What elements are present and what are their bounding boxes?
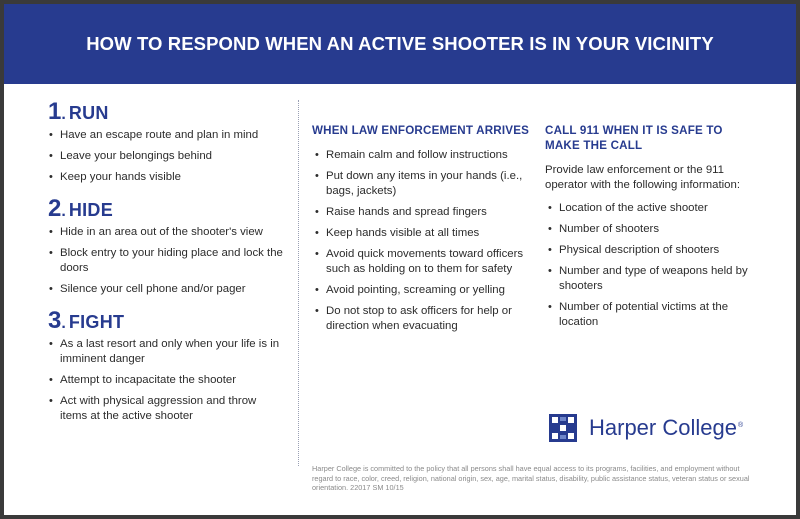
harper-college-logo: [549, 414, 743, 442]
list-item: • Avoid pointing, screaming or yelling: [312, 283, 532, 298]
run-list: [46, 128, 286, 185]
column-divider: [298, 100, 299, 466]
call-911-list: [545, 201, 755, 330]
equal-access-statement: Harper College is committed to the policy that all persons shall have equal access to its programs, facilities, and employment without regard to race, color, creed, religion, national origin, sex, age, marital status, disability, public assistance status, veteran status or sexual orientation. 22017 SM 10/15: [312, 464, 750, 492]
step-title: FIGHT: [68, 312, 125, 332]
list-item: • Number and type of weapons held by shooters: [545, 264, 755, 294]
call-911-intro: Provide law enforcement or the 911 operator with the following information:: [545, 164, 741, 191]
fight-list: [46, 337, 286, 424]
harper-college-logo-icon: [549, 414, 577, 442]
step-number: 2: [48, 195, 62, 222]
registered-mark: ®: [737, 421, 744, 429]
step-title: HIDE: [68, 200, 114, 220]
list-item: • Number of potential victims at the location: [545, 300, 755, 330]
list-item: • Keep hands visible at all times: [312, 226, 532, 241]
list-item: • Location of the active shooter: [545, 201, 755, 216]
list-item: • Raise hands and spread fingers: [312, 205, 532, 220]
list-item: • Silence your cell phone and/or pager: [46, 282, 286, 297]
step-number: 3: [48, 307, 62, 334]
hide-list: [46, 225, 286, 297]
list-item: • Avoid quick movements toward officers such as holding on to them for safety: [312, 247, 532, 277]
list-item: • Hide in an area out of the shooter's view: [46, 225, 286, 240]
list-item: • Remain calm and follow instructions: [312, 148, 532, 163]
list-item: • Block entry to your hiding place and lock the doors: [46, 246, 286, 276]
list-item: • As a last resort and only when your life is in imminent danger: [46, 337, 286, 367]
page-title: HOW TO RESPOND WHEN AN ACTIVE SHOOTER IS IN YOUR VICINITY: [86, 33, 714, 54]
list-item: • Attempt to incapacitate the shooter: [46, 373, 286, 388]
list-item: • Do not stop to ask officers for help or direction when evacuating: [312, 304, 532, 334]
step-dot: .: [61, 315, 66, 332]
step-fight-heading: [48, 309, 286, 333]
call-911-heading: CALL 911 WHEN IT IS SAFE TO MAKE THE CALL: [545, 124, 723, 152]
list-item: • Have an escape route and plan in mind: [46, 128, 286, 143]
list-item: • Leave your belongings behind: [46, 149, 286, 164]
logo-wordmark: [589, 415, 743, 441]
list-item: • Number of shooters: [545, 222, 755, 237]
law-enforcement-column: [312, 123, 532, 340]
step-number: 1: [48, 98, 62, 125]
steps-column: [46, 100, 286, 430]
logo-name: Harper College: [589, 415, 737, 440]
step-hide-heading: [48, 197, 286, 221]
list-item: • Keep your hands visible: [46, 170, 286, 185]
law-enforcement-heading: WHEN LAW ENFORCEMENT ARRIVES: [312, 124, 530, 137]
flyer-card: [4, 4, 796, 515]
step-run-heading: [48, 100, 286, 124]
law-enforcement-list: [312, 148, 532, 334]
list-item: • Put down any items in your hands (i.e., bags, jackets): [312, 169, 532, 199]
step-title: RUN: [68, 103, 109, 123]
step-dot: .: [61, 106, 66, 123]
header-banner: [4, 4, 796, 84]
step-dot: .: [61, 203, 66, 220]
list-item: • Physical description of shooters: [545, 243, 755, 258]
list-item: • Act with physical aggression and throw items at the active shooter: [46, 394, 286, 424]
call-911-column: [545, 123, 755, 336]
